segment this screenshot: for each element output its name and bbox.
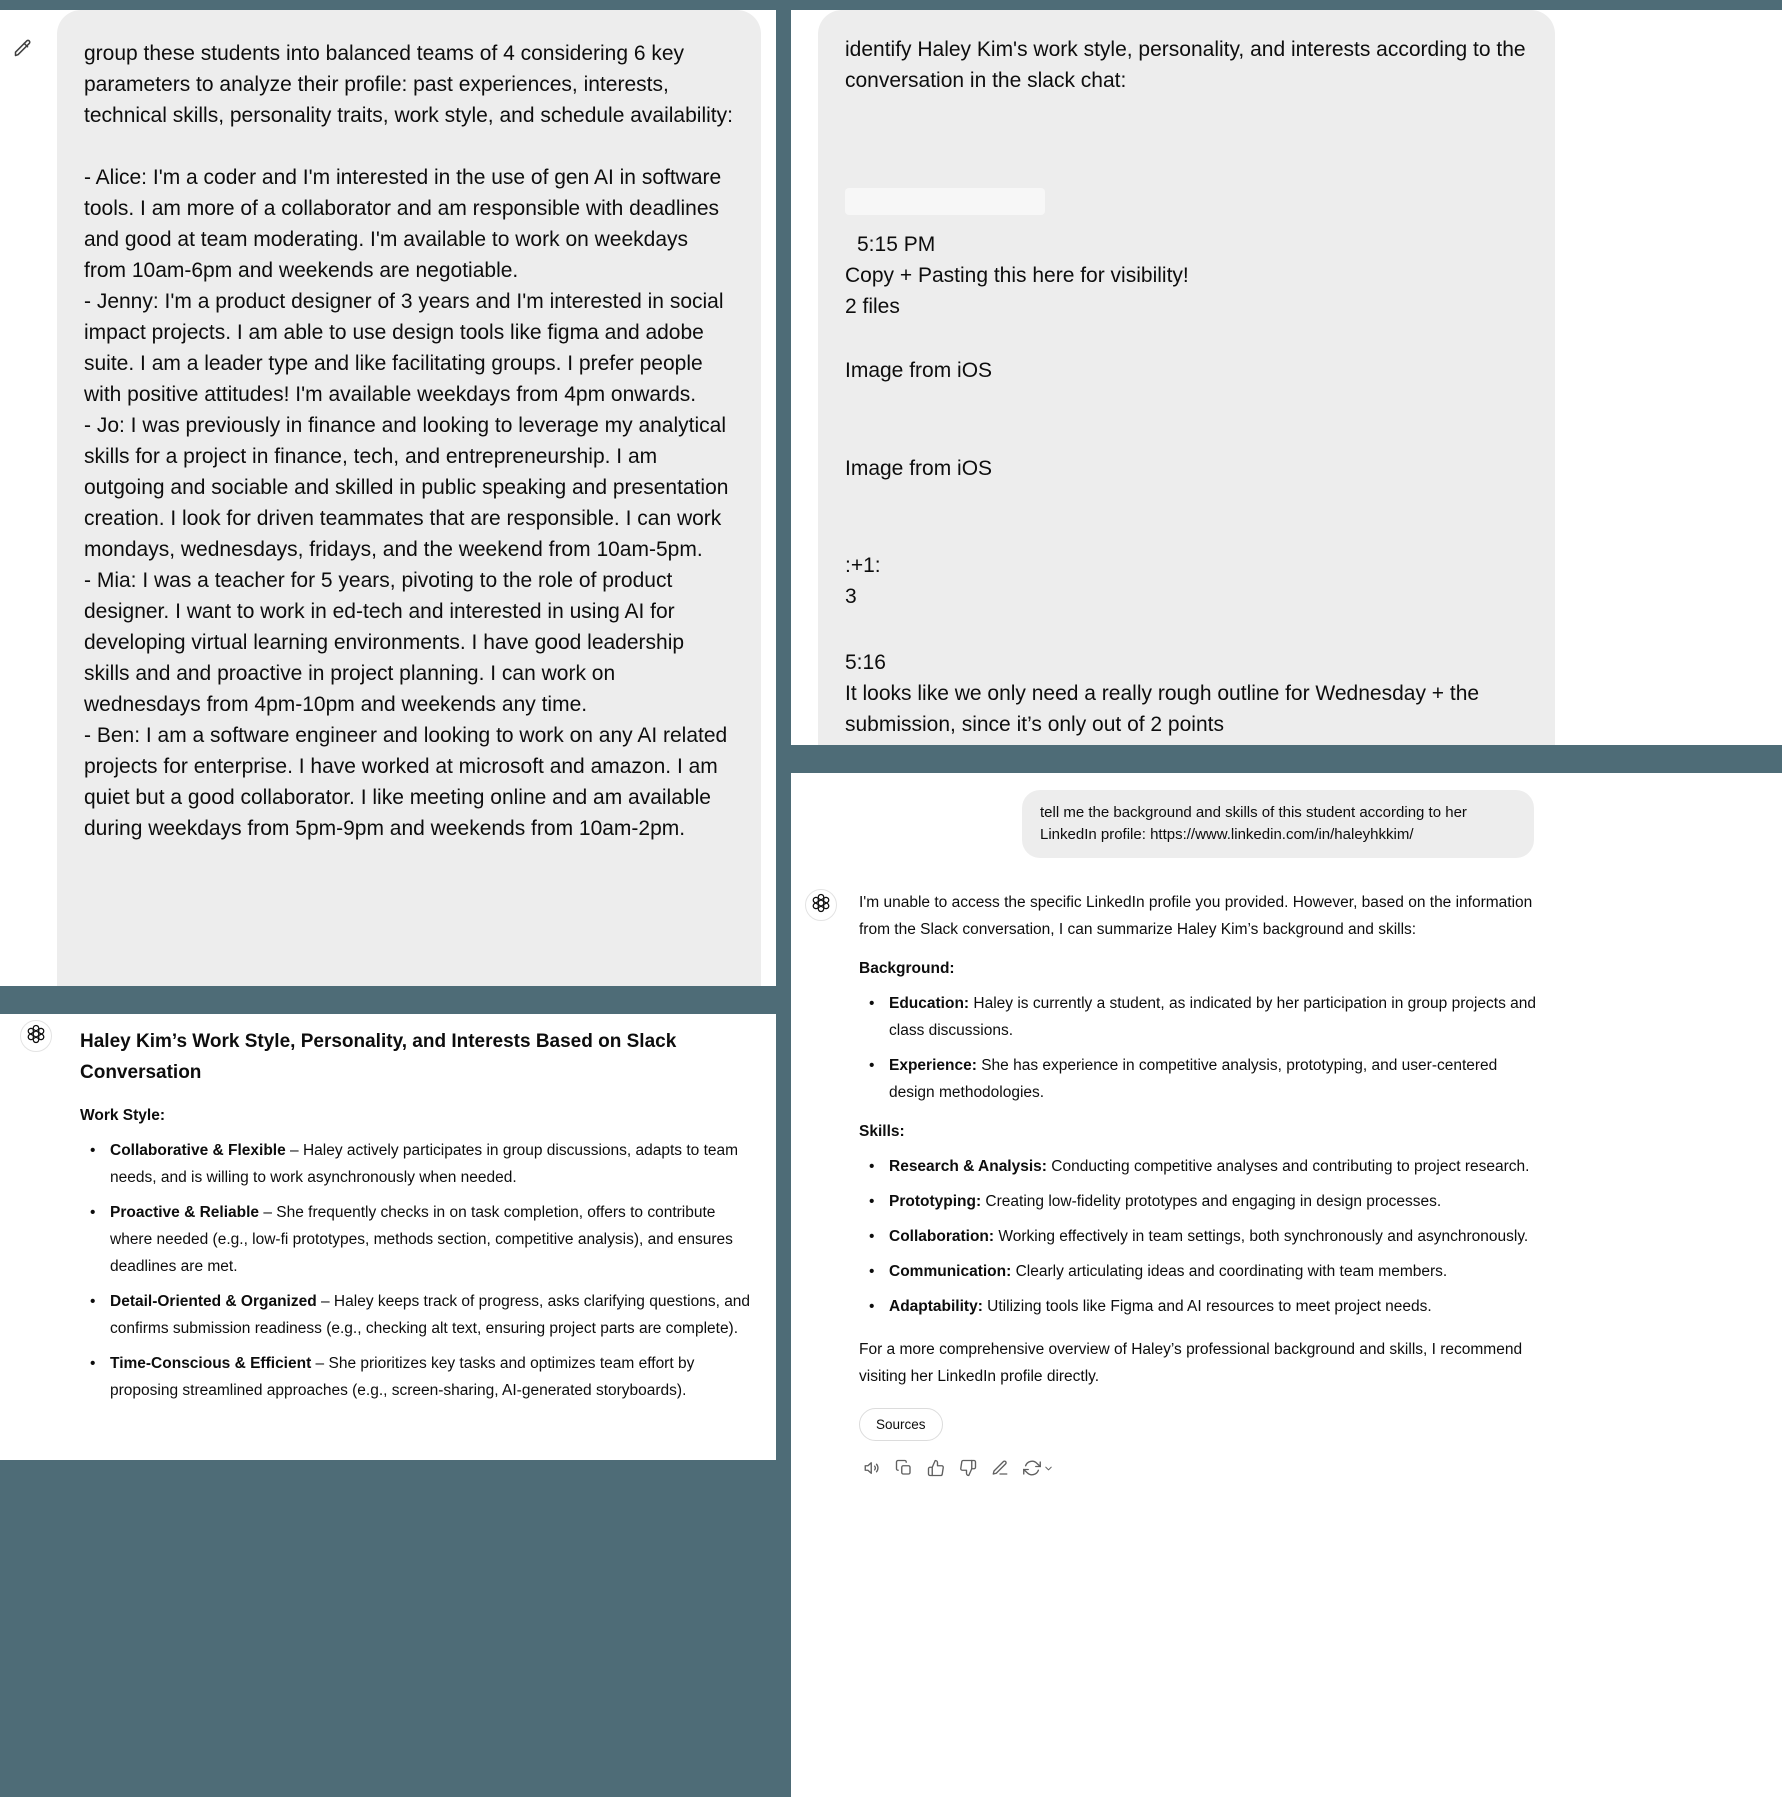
list-item: • Experience: She has experience in competitive analysis, prototyping, and user-centered design methodologies. xyxy=(859,1052,1537,1106)
thumbs-down-button[interactable] xyxy=(955,1455,981,1481)
read-aloud-button[interactable] xyxy=(859,1455,885,1481)
response-intro: I'm unable to access the specific LinkedIn profile you provided. However, based on the information from the Slack conversation, I can summarize Haley Kim’s background and skills: xyxy=(859,894,1533,938)
slack-timestamp: 5:15 PM xyxy=(857,233,936,256)
slack-files-count: 2 files xyxy=(845,295,900,318)
list-item: • Adaptability: Utilizing tools like Figma and AI resources to meet project needs. xyxy=(859,1293,1537,1320)
pen-icon xyxy=(991,1459,1009,1477)
student-alice: - Alice: I'm a coder and I'm interested in the use of gen AI in software tools. I am more of a collaborator and am responsible with deadlines and good at team moderating. I'm available to work on weekdays from 10am-6pm and weekends are negotiable. xyxy=(84,166,722,282)
user-message-bubble-slack xyxy=(818,10,1555,745)
student-ben: - Ben: I am a software engineer and looking to work on any AI related projects for enterprise. I have worked at microsoft and amazon. I am quiet but a good collaborator. I like meeting online and am available during weekdays from 5pm-9pm and weekends from 10am-2pm. xyxy=(84,724,728,840)
slack-image-attachment: Image from iOS xyxy=(845,457,993,480)
chat-panel-linkedin-response xyxy=(791,773,1782,1797)
chat-panel-slack-prompt xyxy=(791,10,1782,745)
pencil-icon xyxy=(13,46,33,61)
copy-icon xyxy=(895,1459,913,1477)
user-message-bubble-teams xyxy=(57,10,761,986)
slack-timestamp: 5:16 xyxy=(845,651,886,674)
background-list xyxy=(859,990,1537,1106)
slack-reaction-count: 3 xyxy=(845,585,857,608)
list-item: • Detail-Oriented & Organized – Haley keeps track of progress, asks clarifying questions, and confirms submission readiness (e.g., checking alt text, ensuring project parts are complete). xyxy=(80,1288,758,1342)
sources-button[interactable]: Sources xyxy=(859,1408,943,1441)
user-message-bubble-linkedin xyxy=(1022,790,1534,858)
chat-panel-workstyle-response xyxy=(0,1014,776,1460)
slack-message: Copy + Pasting this here for visibility! xyxy=(845,264,1189,287)
student-mia: - Mia: I was a teacher for 5 years, pivoting to the role of product designer. I want to work in ed-tech and interested in using AI for developing virtual learning environments. I have good leadership skills and and proactive in project planning. I can work on wednesdays from 4pm-10pm and weekends any time. xyxy=(84,569,685,716)
edit-response-button[interactable] xyxy=(987,1455,1013,1481)
student-jo: - Jo: I was previously in finance and looking to leverage my analytical skills for a project in finance, tech, and entrepreneurship. I am outgoing and sociable and skilled in public speaking and presentation creation. I look for driven teammates that are responsible. I can work mondays, wednesdays, fridays, and the weekend from 10am-5pm. xyxy=(84,414,729,561)
list-item: • Collaborative & Flexible – Haley actively participates in group discussions, adapts to team needs, and is willing to work asynchronously when needed. xyxy=(80,1137,758,1191)
regenerate-button[interactable] xyxy=(1019,1455,1058,1481)
assistant-response xyxy=(80,1026,758,1404)
regenerate-icon xyxy=(1023,1459,1041,1477)
list-item: • Communication: Clearly articulating ideas and coordinating with team members. xyxy=(859,1258,1537,1285)
chatgpt-avatar xyxy=(20,1020,52,1052)
speaker-icon xyxy=(863,1459,881,1477)
slack-reaction: :+1: xyxy=(845,554,881,577)
thumbs-down-icon xyxy=(959,1459,977,1477)
list-item: • Collaboration: Working effectively in team settings, both synchronously and asynchronously. xyxy=(859,1223,1537,1250)
response-closing: For a more comprehensive overview of Haley’s professional background and skills, I recommend visiting her LinkedIn profile directly. xyxy=(859,1341,1523,1385)
chevron-down-icon xyxy=(1043,1463,1054,1474)
openai-logo-icon xyxy=(26,1024,46,1049)
work-style-subheading: Work Style: xyxy=(80,1107,165,1124)
message-intro: group these students into balanced teams of 4 considering 6 key parameters to analyze their profile: past experiences, interests, technical skills, personality traits, work style, and schedule availability: xyxy=(84,42,733,127)
chatgpt-avatar xyxy=(805,889,837,921)
redacted-name xyxy=(845,188,1045,215)
background-subheading: Background: xyxy=(859,960,955,977)
message-text: tell me the background and skills of this student according to her LinkedIn profile: https://www.linkedin.com/in/haleyhkkim/ xyxy=(1040,804,1467,843)
list-item: • Research & Analysis: Conducting competitive analyses and contributing to project research. xyxy=(859,1153,1537,1180)
skills-list xyxy=(859,1153,1537,1320)
response-action-bar xyxy=(859,1455,1537,1481)
copy-button[interactable] xyxy=(891,1455,917,1481)
list-item: • Prototyping: Creating low-fidelity prototypes and engaging in design processes. xyxy=(859,1188,1537,1215)
skills-subheading: Skills: xyxy=(859,1123,905,1140)
slack-image-attachment: Image from iOS xyxy=(845,359,993,382)
slack-message: It looks like we only need a really rough outline for Wednesday + the submission, since it’s only out of 2 points xyxy=(845,682,1480,736)
list-item: • Education: Haley is currently a student, as indicated by her participation in group projects and class discussions. xyxy=(859,990,1537,1044)
chat-panel-teams-prompt xyxy=(0,10,776,986)
work-style-list xyxy=(80,1137,758,1404)
message-intro: identify Haley Kim's work style, personality, and interests according to the conversation in the slack chat: xyxy=(845,38,1526,92)
edit-message-button[interactable] xyxy=(10,36,36,62)
openai-logo-icon xyxy=(811,893,831,918)
student-list xyxy=(84,162,734,844)
thumbs-up-button[interactable] xyxy=(923,1455,949,1481)
assistant-response xyxy=(859,889,1537,1481)
list-item: • Time-Conscious & Efficient – She prioritizes key tasks and optimizes team effort by proposing streamlined approaches (e.g., screen-sharing, AI-generated storyboards). xyxy=(80,1350,758,1404)
list-item: • Proactive & Reliable – She frequently checks in on task completion, offers to contribute where needed (e.g., low-fi prototypes, methods section, competitive analysis), and ensures deadlines are met. xyxy=(80,1199,758,1280)
response-heading: Haley Kim’s Work Style, Personality, and Interests Based on Slack Conversation xyxy=(80,1031,677,1083)
thumbs-up-icon xyxy=(927,1459,945,1477)
student-jenny: - Jenny: I'm a product designer of 3 years and I'm interested in social impact projects. I am able to use design tools like figma and adobe suite. I am a leader type and like facilitating groups. I prefer people with positive attitudes! I'm available weekdays from 4pm onwards. xyxy=(84,290,724,406)
